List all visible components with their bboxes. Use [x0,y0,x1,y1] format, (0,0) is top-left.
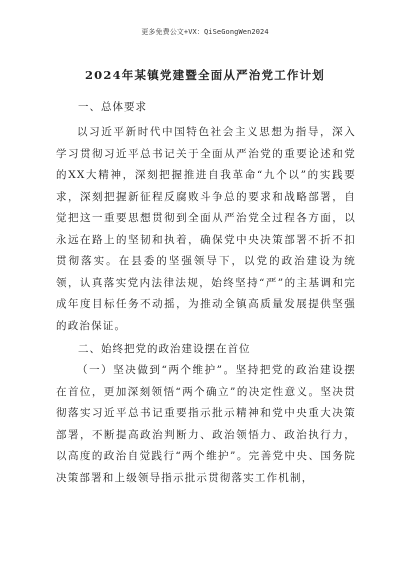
section-heading-general-requirements: 一、总体要求 [78,101,147,113]
section-heading-political-building: 二、始终把党的政治建设摆在首位 [78,343,251,355]
section-paragraph-political-building: （一）坚决做到“两个维护”。坚持把党的政治建设摆在首位，更加深刻领悟“两个确立”的决定性意义。坚决贯彻落实习近平总书记重要指示批示精神和党中央重大决策部署，不断提高政治判断力、政治领悟力、政治执行力，以高度的政治自觉践行“两个维护”。完善党中央、国务院决策部署和上级领导指示批示贯彻落实工作机制， [56,364,356,484]
watermark-text: 更多免费公文+VX：QiSeGongWen2024 [141,28,269,36]
document-title: 2024年某镇党建暨全面从严治党工作计划 [84,68,325,82]
section-paragraph-general-requirements: 以习近平新时代中国特色社会主义思想为指导，深入学习贯彻习近平总书记关于全面从严治党的重要论述和党的XX大精神，深刻把握推进自我革命“九个以”的实践要求，深刻把握新征程反腐败斗争总的要求和战略部署，自觉把这一重要思想贯彻到全面从严治党全过程各方面，以永远在路上的坚韧和执着，确保党中央决策部署不折不扣贯彻落实。在县委的坚强领导下，以党的政治建设为统领，认真落实党内法律法规，始终坚持“严”的主基调和完成年度目标任务不动摇，为推动全镇高质量发展提供坚强的政治保证。 [56,126,356,332]
document-body [56,96,356,489]
